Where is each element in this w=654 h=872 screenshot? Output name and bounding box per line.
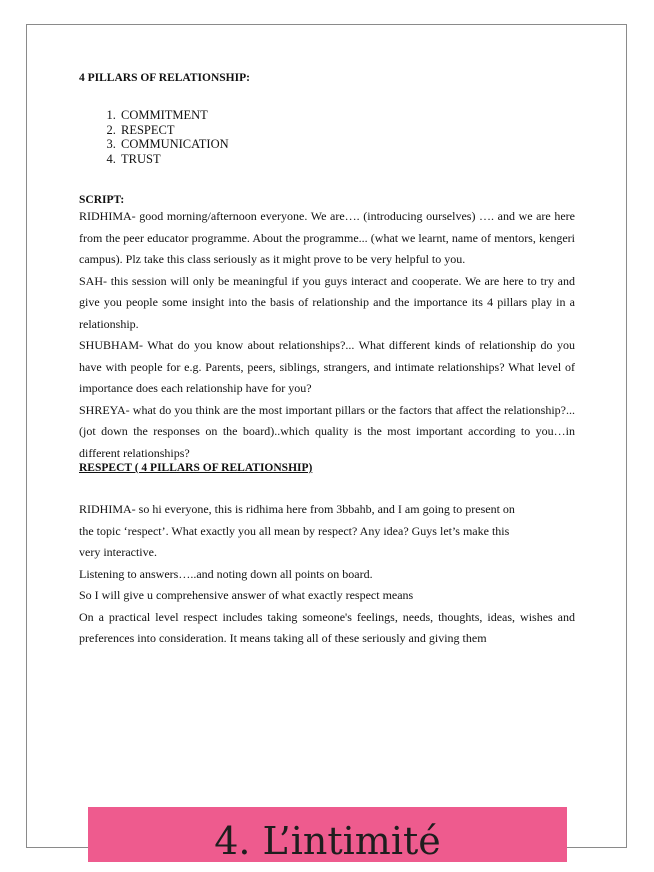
pillars-list	[79, 108, 575, 166]
paragraph-sah: SAH- this session will only be meaningful if you guys interact and cooperate. We are here to try and give you people some insight into the basis of relationship and the importance its 4 pillars play in a relationship.	[79, 273, 575, 331]
document-heading: 4 PILLARS OF RELATIONSHIP:	[79, 72, 250, 84]
list-item: 3. COMMUNICATION	[119, 137, 575, 152]
slide-title-banner: 4. L’intimité	[88, 807, 567, 862]
paragraph-shreya: SHREYA- what do you think are the most important pillars or the factors that affect the relationship?... (jot down the responses on the board)..which quality is the most important according to you…in different relationships?	[79, 402, 575, 460]
respect-line: the topic ‘respect’. What exactly you all mean by respect? Any idea? Guys let’s make this	[79, 523, 510, 538]
list-item: 4. TRUST	[119, 152, 575, 167]
list-item: 2. RESPECT	[119, 123, 575, 138]
respect-heading: RESPECT ( 4 PILLARS OF RELATIONSHIP)	[79, 462, 313, 474]
paragraph-respect-definition: On a practical level respect includes taking someone's feelings, needs, thoughts, ideas, wishes and preferences into consideration. It means taking all of these seriously and giving them	[79, 609, 575, 645]
paragraph-shubham: SHUBHAM- What do you know about relationships?... What different kinds of relationship do you have with people for e.g. Parents, peers, siblings, strangers, and intimate relationships? What level of importance does each relationship have for you?	[79, 338, 575, 395]
list-item: 1. COMMITMENT	[119, 108, 575, 123]
respect-line: Listening to answers…..and noting down all points on board.	[79, 566, 373, 581]
respect-intro	[79, 499, 575, 607]
respect-line: RIDHIMA- so hi everyone, this is ridhima here from 3bbahb, and I am going to present on	[79, 502, 515, 516]
respect-line: very interactive.	[79, 545, 157, 559]
paragraph-ridhima: RIDHIMA- good morning/afternoon everyone. We are…. (introducing ourselves) …. and we are here from the peer educator programme. About the programme... (what we learnt, name of mentors, kengeri campus). Plz take this class seriously as it might prove to be very helpful to you.	[79, 209, 575, 266]
script-heading: SCRIPT:	[79, 194, 125, 206]
document-content	[79, 72, 575, 650]
respect-line: So I will give u comprehensive answer of what exactly respect means	[79, 588, 414, 602]
